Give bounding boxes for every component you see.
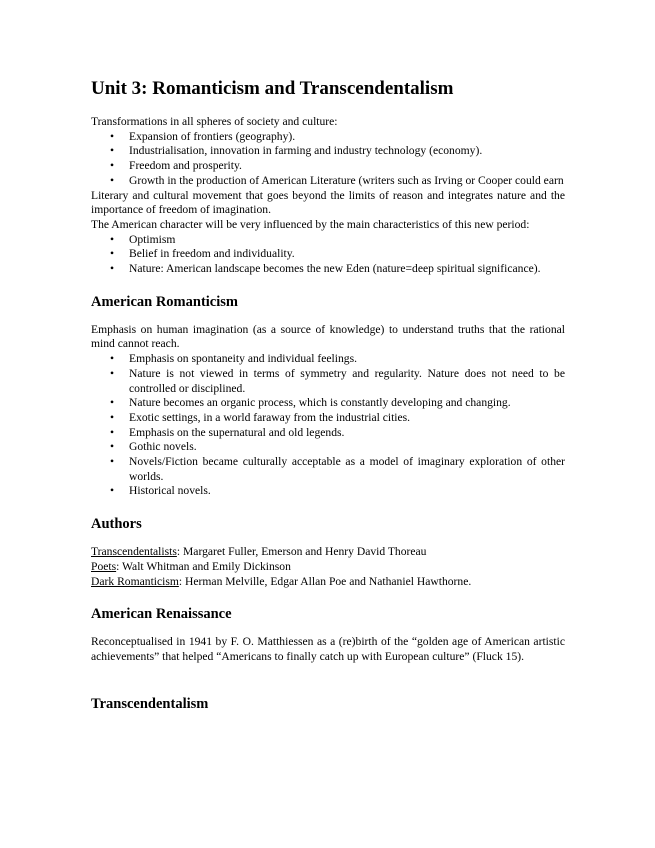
renaissance-paragraph: Reconceptualised in 1941 by F. O. Matthiessen as a (re)birth of the “golden age of American artistic achievements” that helped “Americans to finally catch up with European culture” (Fluck 15).: [91, 635, 565, 663]
list-item: • Novels/Fiction became culturally acceptable as a model of imaginary exploration of other worlds.: [129, 455, 565, 484]
section-heading-authors: Authors: [91, 516, 142, 533]
list-item: • Industrialisation, innovation in farming and industry technology (economy).: [129, 144, 565, 159]
intro-paragraph: Literary and cultural movement that goes beyond the limits of reason and integrates nature and the importance of freedom of imagination.: [91, 188, 565, 217]
list-item: • Expansion of frontiers (geography).: [129, 130, 565, 145]
section-heading-romanticism: American Romanticism: [91, 293, 238, 310]
author-names: : Herman Melville, Edgar Allan Poe and Nathaniel Hawthorne.: [178, 574, 472, 588]
list-item: • Emphasis on the supernatural and old legends.: [129, 426, 565, 441]
section-heading-transcendentalism: Transcendentalism: [91, 695, 209, 712]
list-item: • Nature: American landscape becomes the new Eden (nature=deep spiritual significance).: [129, 262, 565, 277]
author-names: : Walt Whitman and Emily Dickinson: [116, 559, 291, 573]
author-category-label: Transcendentalists: [91, 545, 177, 559]
authors-line: [91, 575, 565, 590]
list-item: • Nature becomes an organic process, which is constantly developing and changing.: [129, 396, 565, 411]
romanticism-bullet-list: [91, 352, 565, 499]
list-item: • Historical novels.: [129, 484, 565, 499]
authors-line: [91, 560, 565, 575]
author-category-label: Dark Romanticism: [91, 574, 179, 588]
list-item: • Emphasis on spontaneity and individual feelings.: [129, 352, 565, 367]
intro-bullet-list: [91, 130, 565, 189]
list-item: • Growth in the production of American Literature (writers such as Irving or Cooper could earn: [129, 174, 565, 189]
list-item: • Nature is not viewed in terms of symmetry and regularity. Nature does not need to be controlled or disciplined.: [129, 367, 565, 396]
author-category-label: Poets: [91, 559, 117, 573]
intro-lead: Transformations in all spheres of society and culture:: [91, 115, 338, 128]
intro-paragraph: The American character will be very influenced by the main characteristics of this new period:: [91, 217, 530, 231]
list-item: • Belief in freedom and individuality.: [129, 247, 565, 262]
author-names: : Margaret Fuller, Emerson and Henry David Thoreau: [176, 545, 427, 559]
list-item: • Gothic novels.: [129, 440, 565, 455]
page-title: Unit 3: Romanticism and Transcendentalism: [91, 78, 454, 99]
list-item: • Freedom and prosperity.: [129, 159, 565, 174]
section-heading-renaissance: American Renaissance: [91, 606, 232, 623]
list-item: • Exotic settings, in a world faraway from the industrial cities.: [129, 411, 565, 426]
authors-line: [91, 545, 565, 560]
character-bullet-list: [91, 233, 565, 277]
romanticism-lead: Emphasis on human imagination (as a source of knowledge) to understand truths that the rational mind cannot reach.: [91, 322, 565, 351]
list-item: • Optimism: [129, 233, 565, 248]
